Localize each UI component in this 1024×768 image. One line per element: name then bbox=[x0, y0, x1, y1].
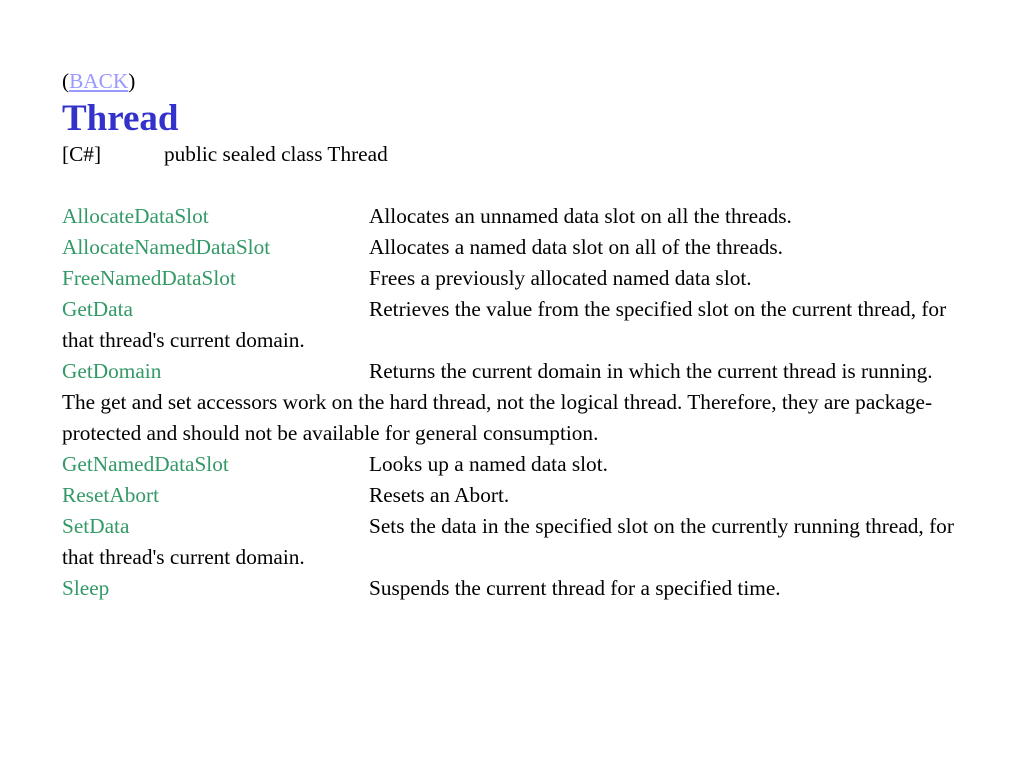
member-link-sleep[interactable]: Sleep bbox=[62, 576, 110, 600]
member-description: Sets the data in the specified slot on the currently running thread, for that thread's current domain. bbox=[62, 514, 954, 569]
signature-declaration: public sealed class Thread bbox=[164, 142, 388, 166]
member-description: Frees a previously allocated named data slot. bbox=[369, 266, 752, 290]
member-description: Suspends the current thread for a specified time. bbox=[369, 576, 781, 600]
member-item bbox=[62, 294, 962, 356]
member-item bbox=[62, 201, 962, 232]
member-description: Resets an Abort. bbox=[369, 483, 510, 507]
member-link-resetabort[interactable]: ResetAbort bbox=[62, 483, 160, 507]
member-description: Retrieves the value from the specified slot on the current thread, for that thread's current domain. bbox=[62, 297, 947, 352]
member-link-getdata[interactable]: GetData bbox=[62, 297, 133, 321]
member-link-getnameddataslot[interactable]: GetNamedDataSlot bbox=[62, 452, 229, 476]
member-description: Looks up a named data slot. bbox=[369, 452, 608, 476]
member-link-allocatedataslot[interactable]: AllocateDataSlot bbox=[62, 204, 209, 228]
member-item bbox=[62, 232, 962, 263]
member-description: Returns the current domain in which the current thread is running. The get and set accessors work on the hard thread, not the logical thread. Therefore, they are package-protected and should not be available for general consumption. bbox=[62, 359, 933, 445]
member-item bbox=[62, 511, 962, 573]
page-title: Thread bbox=[62, 98, 179, 139]
member-description: Allocates an unnamed data slot on all the threads. bbox=[369, 204, 792, 228]
member-link-setdata[interactable]: SetData bbox=[62, 514, 130, 538]
member-item bbox=[62, 356, 962, 449]
back-open-paren: ( bbox=[62, 69, 70, 93]
back-close-paren: ) bbox=[128, 69, 136, 93]
class-signature bbox=[62, 139, 962, 170]
member-item bbox=[62, 449, 962, 480]
signature-language: [C#] bbox=[62, 142, 102, 166]
member-link-allocatenameddataslot[interactable]: AllocateNamedDataSlot bbox=[62, 235, 271, 259]
document-page bbox=[62, 66, 962, 604]
member-link-freenameddataslot[interactable]: FreeNamedDataSlot bbox=[62, 266, 236, 290]
back-link[interactable]: BACK bbox=[69, 69, 129, 93]
member-item bbox=[62, 263, 962, 294]
member-item bbox=[62, 480, 962, 511]
member-item bbox=[62, 573, 962, 604]
member-link-getdomain[interactable]: GetDomain bbox=[62, 359, 162, 383]
back-nav bbox=[62, 66, 962, 97]
member-description: Allocates a named data slot on all of the threads. bbox=[369, 235, 783, 259]
member-list bbox=[62, 201, 962, 604]
